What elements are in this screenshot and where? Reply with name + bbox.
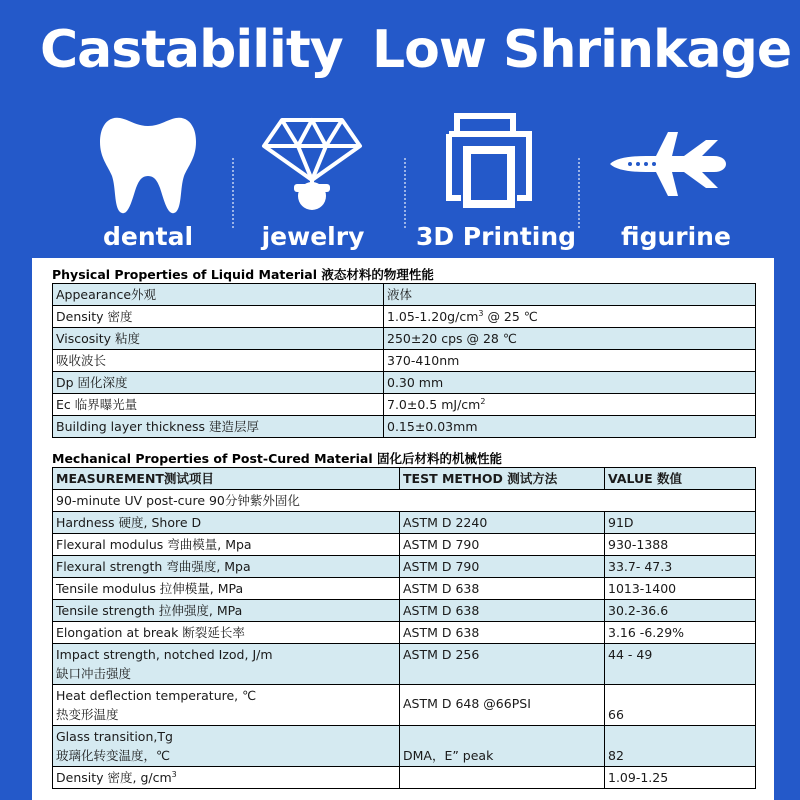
table-row (53, 644, 756, 685)
value: 82 (605, 726, 756, 767)
table-row (53, 534, 756, 556)
liquid-properties-table (52, 283, 756, 438)
divider (578, 158, 580, 228)
measurement: Flexural modulus 弯曲模量, Mpa (53, 534, 400, 556)
table-header-row (53, 468, 756, 490)
test-method (400, 767, 605, 789)
table-row (53, 372, 756, 394)
property-label: Building layer thickness 建造层厚 (53, 416, 384, 438)
table-row (53, 306, 756, 328)
table-row (53, 578, 756, 600)
mechanical-properties-table (52, 467, 756, 789)
table-row (53, 685, 756, 726)
property-label: Viscosity 粘度 (53, 328, 384, 350)
test-method: ASTM D 256 (400, 644, 605, 685)
property-label: Dp 固化深度 (53, 372, 384, 394)
property-label: 吸收波长 (53, 350, 384, 372)
label-3d-printing: 3D Printing (415, 222, 577, 251)
value: 44 - 49 (605, 644, 756, 685)
property-value: 370-410nm (384, 350, 756, 372)
column-header-value: VALUE 数值 (605, 468, 756, 490)
table-row (53, 284, 756, 306)
measurement: Elongation at break 断裂延长率 (53, 622, 400, 644)
value: 1013-1400 (605, 578, 756, 600)
property-value: 250±20 cps @ 28 ℃ (384, 328, 756, 350)
table-row (53, 512, 756, 534)
value: 30.2-36.6 (605, 600, 756, 622)
property-label: Appearance外观 (53, 284, 384, 306)
value: 1.09-1.25 (605, 767, 756, 789)
value: 33.7- 47.3 (605, 556, 756, 578)
properties-sheet (32, 258, 774, 800)
divider (404, 158, 406, 228)
table-row (53, 328, 756, 350)
test-method: ASTM D 790 (400, 534, 605, 556)
diamond-icon (242, 110, 382, 220)
table-row (53, 394, 756, 416)
value: 3.16 -6.29% (605, 622, 756, 644)
value: 930-1388 (605, 534, 756, 556)
test-method: ASTM D 2240 (400, 512, 605, 534)
property-value: $1.05-1.20g/cm^3$ @ 25 ℃ (384, 306, 756, 328)
headline (0, 12, 800, 90)
measurement: Glass transition,Tg 玻璃化转变温度，℃ (53, 726, 400, 767)
table-row (53, 490, 756, 512)
measurement: Heat deflection temperature, ℃ 热变形温度 (53, 685, 400, 726)
printer-icon (421, 110, 561, 220)
test-method: ASTM D 638 (400, 622, 605, 644)
cure-condition: 90-minute UV post-cure 90分钟紫外固化 (53, 490, 756, 512)
divider (232, 158, 234, 228)
tooth-icon (78, 110, 218, 220)
measurement: Impact strength, notched Izod, J/m 缺口冲击强度 (53, 644, 400, 685)
table-row (53, 350, 756, 372)
label-jewelry: jewelry (261, 222, 365, 251)
property-value: 0.15±0.03mm (384, 416, 756, 438)
liquid-properties-title: Physical Properties of Liquid Material 液态材料的物理性能 (52, 267, 434, 282)
table-row (53, 600, 756, 622)
test-method: DMA，E” peak (400, 726, 605, 767)
measurement: Density 密度, $g/cm^3$ (53, 767, 400, 789)
label-figurine: figurine (621, 222, 731, 251)
column-header-test-method: TEST METHOD 测试方法 (400, 468, 605, 490)
application-icons (0, 110, 800, 260)
property-label: Ec 临界曝光量 (53, 394, 384, 416)
label-dental: dental (102, 222, 194, 251)
property-label: Density 密度 (53, 306, 384, 328)
table-row (53, 416, 756, 438)
test-method: ASTM D 638 (400, 578, 605, 600)
airplane-icon (596, 110, 736, 220)
value: 91D (605, 512, 756, 534)
table-row (53, 556, 756, 578)
table-row (53, 767, 756, 789)
measurement: Hardness 硬度, Shore D (53, 512, 400, 534)
measurement: Flexural strength 弯曲强度, Mpa (53, 556, 400, 578)
table-row (53, 726, 756, 767)
column-header-measurement: MEASUREMENT测试项目 (53, 468, 400, 490)
measurement: Tensile modulus 拉伸模量, MPa (53, 578, 400, 600)
test-method: ASTM D 790 (400, 556, 605, 578)
test-method: ASTM D 638 (400, 600, 605, 622)
headline-castability: Castability (40, 20, 343, 80)
measurement: Tensile strength 拉伸强度, MPa (53, 600, 400, 622)
table-row (53, 622, 756, 644)
value: 66 (605, 685, 756, 726)
test-method: ASTM D 648 @66PSI (400, 685, 605, 726)
property-value: 液体 (384, 284, 756, 306)
property-value: 7.0±0.5 $mJ/cm^2$ (384, 394, 756, 416)
headline-low-shrinkage: Low Shrinkage (372, 20, 792, 80)
property-value: 0.30 mm (384, 372, 756, 394)
mechanical-properties-title: Mechanical Properties of Post-Cured Material 固化后材料的机械性能 (52, 451, 502, 466)
